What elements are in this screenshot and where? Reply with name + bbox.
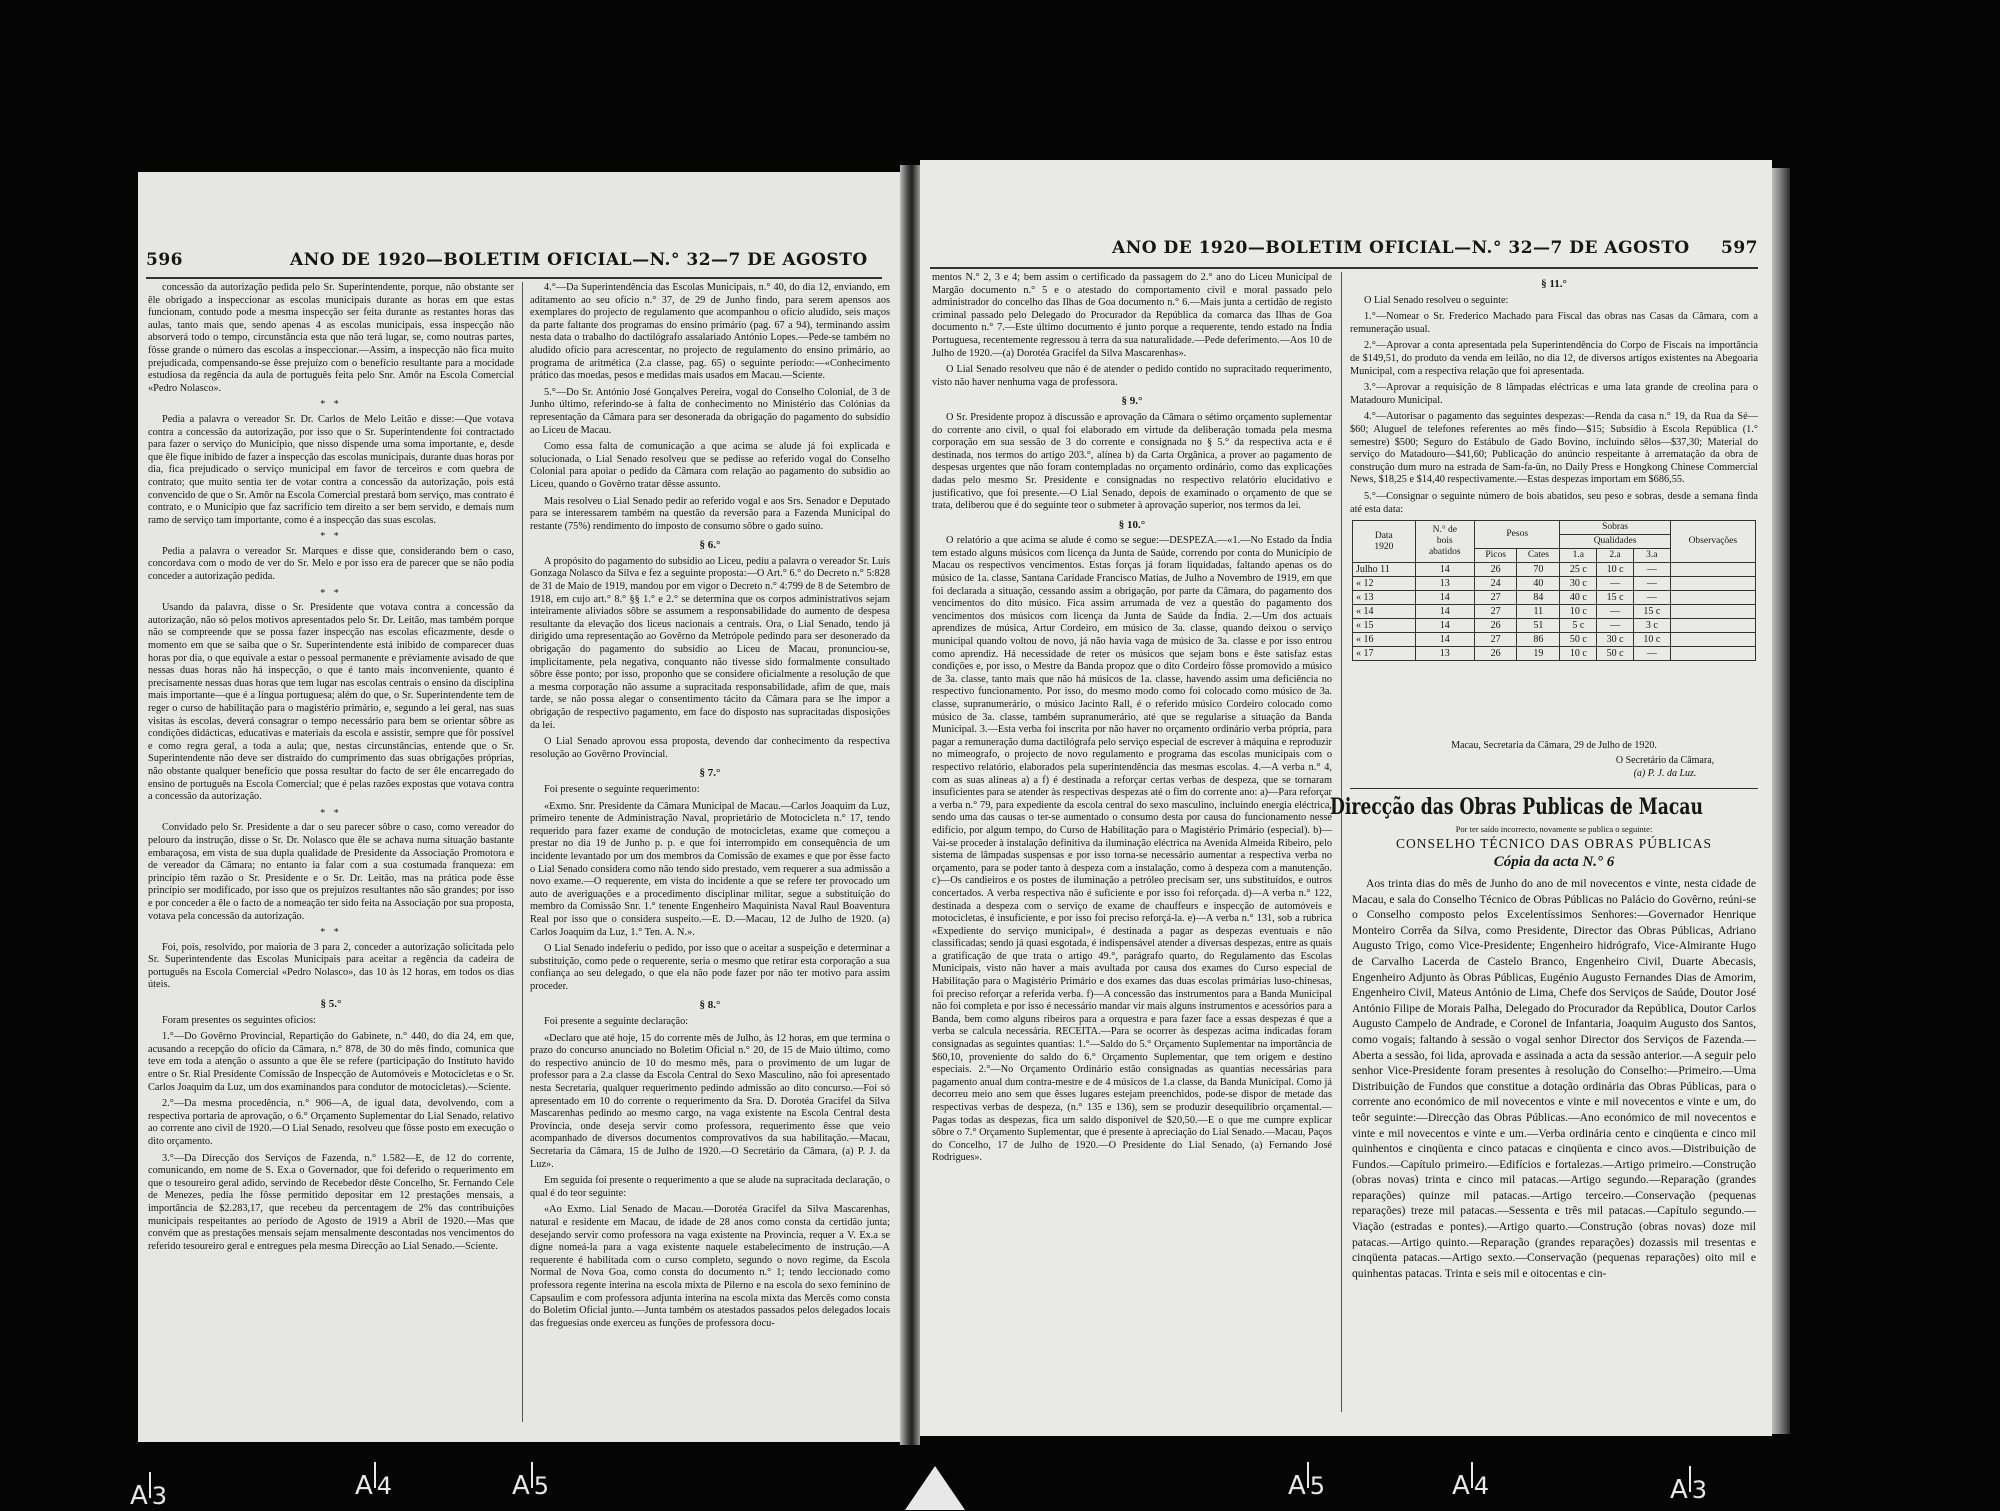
- left-header-rule: [146, 277, 882, 279]
- table-cell: 26: [1474, 563, 1516, 577]
- slaughter-table: [1352, 520, 1756, 661]
- paragraph: Mais resolveu o Lial Senado pedir ao referido vogal e aos Srs. Senador e Deputado para se interessarem também na questão da reversão para a Fazenda Municipal do restante (75%) rendimento do imposto de consumo sôbre o gado suíno.: [530, 495, 890, 532]
- table-cell: —: [1597, 577, 1634, 591]
- film-mark-a5-left: A 5: [512, 1468, 549, 1501]
- table-cell: 27: [1474, 605, 1516, 619]
- section-number: § 6.°: [699, 539, 721, 552]
- table-cell: 15 c: [1633, 605, 1670, 619]
- col-header-q2: 2.a: [1597, 549, 1634, 563]
- table-cell: 26: [1474, 647, 1516, 661]
- table-cell: 26: [1474, 619, 1516, 633]
- table-cell-obs: [1670, 577, 1755, 591]
- table-cell-obs: [1670, 647, 1755, 661]
- right-column-1: [932, 272, 1332, 1422]
- paragraph: mentos N.° 2, 3 e 4; bem assim o certificado da passagem do 2.° ano do Liceu Municipal de Margão documento n.° 5 e o atestado do comportamento civil e moral passado pelo administrador do concelho das Ilhas de Goa documento n.° 6.—Mais junta a certidão de registo criminal passado pelo Delegado do Procurador da República da comarca das Ilhas de Goa documento n.° 7.—Este último documento é junto porque a requerente, tendo estado na Índia Portuguesa, recentemente regressou à terra da sua naturalidade.—Pede deferimento.—Aos 10 de Julho de 1920.—(a) Dorotéa Gracifel da Silva Mascarenhas».: [932, 272, 1332, 359]
- left-page-number: 596: [146, 250, 183, 270]
- left-column-1: [148, 282, 514, 1430]
- film-mark-a3-right: A 3: [1670, 1472, 1707, 1505]
- acta-body: [1352, 876, 1756, 1424]
- table-cell: 40: [1517, 577, 1560, 591]
- paragraph: 5.°—Consignar o seguinte número de bois abatidos, seu peso e sobras, desde a semana finda até esta data:: [1350, 490, 1758, 515]
- table-cell: 30 c: [1597, 633, 1634, 647]
- table-cell: 25 c: [1560, 563, 1597, 577]
- film-notch-icon: [905, 1462, 965, 1510]
- left-running-head: [138, 250, 900, 280]
- section-number: § 5.°: [320, 998, 342, 1011]
- paragraph: Foi, pois, resolvido, por maioria de 3 para 2, conceder a autorização solicitada pelo Sr. Superintendente das Escolas Municipais para aceitar a regência da cadeira de português na Escola Comercial «Pedro Nolasco», das 10 às 12 horas, em todos os dias úteis.: [148, 941, 514, 991]
- table-cell: 50 c: [1560, 633, 1597, 647]
- paragraph: 1.°—Do Govêrno Provincial, Repartição do Gabinete, n.° 440, do dia 24, em que, acusando a recepção do ofício da Câmara, n.° 878, de 30 do mês findo, comunica que teve em toda a atenção o assunto a que êle se refere (participação do Instituto havido entre o Sr. Rial Presidente Comissão de Inspecção de Automóveis e Motocicletas e o Sr. Carlos Joaquim da Luz, um dos examinandos para condutor de motocicletas).—Sciente.: [148, 1031, 514, 1093]
- paragraph: «Declaro que até hoje, 15 do corrente mês de Julho, às 12 horas, em que termina o prazo do concurso anunciado no Boletim Oficial n.° 20, de 15 de Maio último, como do respectivo anúncio de 10 do mesmo mês, para o provimento de um lugar de professor para a 2.a classe da Escola Central do Sexo Masculino, não foi apresentado nesta Secretaria, qualquer requerimento pedindo admissão ao dito concurso.—Foi só apresentado em 10 do corrente o requerimento da Sra. D. Dorotéa Gracifel da Silva Mascarenhas pedindo ao mesmo cargo, na vaga existente na Escola Central desta Província, onde deseja servir como professora, requerimento êsse que veio acompanhado de diversos documentos comprovativos da sua habilitação.—Macau, Secretaria da Câmara, 15 de Julho de 1920.—O Secretário da Câmara, (a) P. J. da Luz».: [530, 1032, 890, 1170]
- film-mark-a4-left: A 4: [355, 1468, 392, 1501]
- table-cell: —: [1633, 563, 1670, 577]
- table-row: [1353, 605, 1756, 619]
- paragraph: Pedia a palavra o vereador Sr. Marques e disse que, considerando bem o caso, concordava com o modo de ver do Sr. Melo e por isso era de parecer que se não podia conceder a autorização pedida.: [148, 545, 514, 583]
- table-cell: « 15: [1353, 619, 1416, 633]
- col-header-sobras: Sobras: [1560, 521, 1670, 535]
- film-mark-a4-right: A 4: [1452, 1468, 1489, 1501]
- section-title: Direcção das Obras Publicas de Macau: [1330, 794, 1703, 820]
- separator-stars: * *: [320, 531, 342, 543]
- table-cell: 14: [1415, 619, 1474, 633]
- paragraph: Foi presente a seguinte declaração:: [544, 1016, 689, 1028]
- table-footer: Macau, Secretaria da Câmara, 29 de Julho de 1920.: [1451, 740, 1657, 751]
- paragraph: O relatório a que acima se alude é como se segue:—DESPEZA.—«1.—No Estado da Índia tem estado alguns músicos com licença da Junta de Saúde, correndo por conta do Município de Macau os respectivos vencimentos. Estas forças já foram liquidadas, faltando apenas os do músico de 1a. classe, Santana Caridade Francisco Matias, de Julho a Novembro de 1919, em que foi declarada a situação, cessando assim a obrigação, por parte da Câmara, do pagamento dos vencimentos do dito músico. Fica assim arrumada de vez a questão do pagamento dos vencimentos dos músicos com licença da Junta de Saúde da Índia. 2.—Um dos actuais aprendizes de música, Artur Cordeiro, em músico de 3a. classe, quando deixou o serviço municipal quando voltou de novo, já não havia vaga de músico de 3a. classe e por isso entrou como aprendiz. Há necessidade de reter os músicos que sejam bons e êste satisfaz estas condições e, por isso, o Mestre da Banda propoz que o dito Cordeiro fôsse promovido a músico de 3a. classe, tanto mais que não há músicos de 1a. classe, havendo assim uma deficiência no respectivo funcionamento. Por isso, do mesmo modo como foi colocado como músico de 3a. classe, supranumerário, o músico Jacinto Rall, é o referido músico Cordeiro colocado como músico de 3a. classe, também supranumerário, até que se regularise a situação da Banda Municipal. 3.—Esta verba foi inscrita por não haver no orçamento ordinário verba própria, para pagar a remuneração duma dactilógrafa pelo serviço especial de escrever à máquina e reproduzir no mimeografo, o projecto de novo regulamento e programa das escolas municipais com o respectivo relatório, elaborados pela superintendência das mesmas escolas. 4.—A verba n.° 4, com as suas alíneas a) a f) é destinada a reforçar certas verbas de despeza, que se tornaram insuficientes para se atender às respectivas despezas até o fim do corrente ano: a)—Para reforçar a verba n.° 79, para expediente da escola central do sexo masculino, incluindo energia eléctrica, sendo uma das causas o ter-se aumentado o consumo desta por causa do funcionamento nesse edifício, por algum tempo, do Curso de Habilitação para o Magistério Primário (especial). b)—Vai-se proceder à instalação definitiva da iluminação eléctrica na Avenida Almeida Ribeiro, pelo sistema de lâmpadas suspensas e por isso torna-se necessário aumentar a respectiva verba no orçamento, para se poder tanto à despeza com a instalação, como à despeza com a manutenção. c)—Os candieiros e os postes de iluminação a petróleo precisam ser, uns substituídos, e outros concertados. A verba respectiva não é suficiente e por isso foi reforçada. d)—A verba n.° 122, destinada a despeza com o serviço de exame de chauffeurs e inspecção de automóveis e motocicletas, é insuficiente, e por isso foi preciso reforçá-la. e)—A verba n.° 131, sob a rubrica «Expediente do serviço municipal», é destinada a pagar as despezas eventuais e não classificadas; sendo já quasi esgotada, é indispensável atender a diversas despezas, entre as quais a gratificação de que trata o artigo 49.°, parágrafo quarto, do Regulamento das Escolas Municipais, visto não haver a mais avultada por causa dos exames do Curso especial de Habilitação para o Magistério Primário e dos exames das duas escolas primárias luso-chinesas, foi preciso reforçar a referida verba. f)—A concessão das instrumentos para a Banda Municipal não foi completa e por isso é necessário mandar vir mais alguns instrumentos e acessórios para a Banda, bem como alguns ribeiros para a orquestra e para fazer face a essas despezas é que a verba se calcula necessária. RECEITA.—Para se ocorrer às despezas acima indicadas foram consignadas as seguintes quantias: 1.°—Saldo do 5.° Orçamento Suplementar na importância de $60,10, proveniente do saldo do 6.° Orçamento Suplementar, que tem origem e destino especiais. 2.°—No Orçamento Ordinário estão consignadas as quantias necessárias para pagamento anual dum contra-mestre e de 4 músicos de 1.a classe, da Banda Municipal. Como já decorreu meio ano sem que êsses lugares estejam preenchidos, pode-se dispor de metade das respectivas verbas de despeza, (n.° 135 e 136), sem se produzir desequilíbrio orçamental.—Pagas todas as despezas, fica um saldo disponível de $20,50.—E o que me cumpre explicar sôbre o 7.° Orçamento Suplementar, que é presente à apreciação do Lial Senado.—Macau, Paços do Concelho, 17 de Julho de 1920.—O Presidente do Lial Senado, (a) Fernando José Rodrigues».: [932, 535, 1332, 1164]
- table-cell-obs: [1670, 619, 1755, 633]
- table-row: [1353, 647, 1756, 661]
- table-cell-obs: [1670, 591, 1755, 605]
- acta-paragraph: Aos trinta dias do mês de Junho do ano de mil novecentos e vinte, nesta cidade de Macau, e sala do Conselho Técnico de Obras Públicas no Palácio do Govêrno, reúni-se o Conselho composto pelos Excelentíssimos Senhores:—Governador Henrique Monteiro Corrêa da Silva, como Presidente, Director das Obras Públicas, Adriano Augusto Trigo, como Vice-Presidente; Engenheiro hidrógrafo, Vice-Almirante Hugo de Carvalho Lacerda de Castelo Branco, Engenheiro Civil, Duarte Abecasis, Engenheiro Adjunto às Obras Públicas, Eugénio Augusto Fernandes Dias de Amorim, Engenheiro Civil, Mateus António de Lima, Chefe dos Serviços de Saúde, Doutor José António Filipe de Morais Palha, Delegado do Procurador da República, Doutor Carlos Augusto Campelo de Andrade, e Coronel de Infantaria, Joaquim Augusto dos Santos, como vogais; faltando à sessão o vogal senhor Director dos Serviços de Fazenda.—Aberta a sessão, foi lida, aprovada e assinada a acta da sessão anterior.—A seguir pelo senhor Vice-Presidente foram presentes à resolução do Conselho:—Primeiro.—Uma Distribuição de Fundos que constitue a dotação ordinária das Obras Públicas, para o corrente ano económico de mil novecentos e vinte e mil novecentos e vinte e um, do teôr seguinte:—Direcção das Obras Públicas.—Ano económico de mil novecentos e vinte e mil novecentos e vinte e um.—Verba ordinária cento e cinqüenta e cinco mil quinhentos e cinqüenta e cinco patacas e cinqüenta e cinco avos.—Distribuição de Fundos.—Capítulo primeiro.—Edifícios e fortalezas.—Artigo primeiro.—Construção (obras novas) trinta e cinco mil patacas.—Artigo segundo.—Reparação (grandes reparações) quinze mil patacas.—Artigo terceiro.—Conservação (pequenas reparações) treze mil patacas.—Sessenta e três mil patacas.—Capítulo segundo.—Viação (estradas e pontes).—Artigo quarto.—Construção (obras novas) doze mil patacas.—Artigo quinto.—Reparação (grandes reparações) dozassis mil tresentas e cinqüenta patacas.—Artigo sexto.—Conservação (pequenas reparações) oito mil e quinhentas patacas. Trinta e seis mil e oitocentas e cin-: [1352, 877, 1756, 1280]
- table-cell: 27: [1474, 591, 1516, 605]
- paragraph: O Lial Senado resolveu que não é de atender o pedido contido no supracitado requerimento, visto não haver nenhuma vaga de professora.: [932, 364, 1332, 388]
- table-cell: 11: [1517, 605, 1560, 619]
- left-column-divider: [522, 282, 523, 1422]
- right-page: [920, 160, 1772, 1436]
- separator-stars: * *: [320, 807, 342, 819]
- table-row: [1353, 577, 1756, 591]
- paragraph: 3.°—Aprovar a requisição de 8 lâmpadas eléctricas e uma lata grande de creolina para o Matadouro Municipal.: [1350, 382, 1758, 406]
- table-row: [1353, 591, 1756, 605]
- col-header-date: Data 1920: [1353, 521, 1416, 563]
- col-header-q3: 3.a: [1633, 549, 1670, 563]
- right-column-2-top: [1350, 272, 1758, 516]
- table-row: [1353, 619, 1756, 633]
- separator-stars: * *: [320, 587, 342, 599]
- table-cell: 51: [1517, 619, 1560, 633]
- conselho-heading: CONSELHO TÉCNICO DAS OBRAS PÚBLICAS: [1395, 836, 1713, 851]
- table-cell: « 12: [1353, 577, 1416, 591]
- section-number: § 9.°: [1121, 395, 1143, 408]
- table-cell: 14: [1415, 591, 1474, 605]
- right-page-title: ANO DE 1920—BOLETIM OFICIAL—N.° 32—7 DE AGOSTO: [1112, 238, 1690, 258]
- page-edge: [1772, 168, 1790, 1434]
- paragraph: O Sr. Presidente propoz à discussão e aprovação da Câmara o sétimo orçamento suplementar do corrente ano civil, o qual foi elaborado em virtude da deliberação tomada pela mesma corporação em sua sessão de 3 do corrente e consignada no § 5.° da respectiva acta e é destinada, nos termos do artigo 203.°, alínea b) da Carta Orgânica, a prover ao pagamento de despesas urgentes que não foram contempladas no orçamento ordinário, como das explicações dadas pelo mesmo Sr. Presidente e consignadas no respectivo relatório elucidativo e justificativo, que foi presente.—O Lial Senado, depois de examinado o orçamento de que se trata, deliberou que é do seguinte teor o submeter à aprovação superior, nos termos da lei.: [932, 411, 1332, 512]
- table-cell: 13: [1415, 577, 1474, 591]
- paragraph: Usando da palavra, disse o Sr. Presidente que votava contra a concessão da autorização, não só pelos motivos apresentados pelo Sr. Dr. Leitão, mas também porque não se compreende que se possa fazer inspecção nas escolas eficazmente, desde o momento em que se saiba que o Sr. Superintendente está inibido de comparecer duas horas por dia, o que equivale a estar o pessoal permanente e prèviamente avisado de que nessas duas horas não há inspecção, o que é tanto mais inconveniente, quanto é precisamente nessas duas horas que tem lugar nas escolas centrais o ensino da disciplina mais importante—que é a língua portuguesa; além do que, o Sr. Superintendente tem de reger o curso de habilitação para o magistério primário, e, segundo a lei geral, nas suas visitas às escolas, deverá consagrar o tempo necessário para bem se orientar sôbre as condições didácticas, educativas e materiais da escola e assistir, sempre que fôr possível e como regra geral, a toda a aula; que, nestas circunstâncias, entende que o Sr. Superintendente não deve ser distraído do cumprimento das suas obrigações próprias, não obstante qualquer benefício que possa resultar do facto de ser êle encarregado do ensino de português na Escola Comercial; que é pelas razões expostas que votava contra a concessão da autorização.: [148, 602, 514, 803]
- col-header-qualidades: Qualidades: [1560, 535, 1670, 549]
- table-cell: 5 c: [1560, 619, 1597, 633]
- right-running-head: [920, 238, 1772, 268]
- table-cell: 14: [1415, 633, 1474, 647]
- table-cell: 27: [1474, 633, 1516, 647]
- table-cell: 50 c: [1597, 647, 1634, 661]
- table-cell: —: [1633, 591, 1670, 605]
- col-header-pesos: Pesos: [1474, 521, 1559, 549]
- table-cell-obs: [1670, 563, 1755, 577]
- table-cell: 86: [1517, 633, 1560, 647]
- section-number: § 8.°: [699, 999, 721, 1012]
- acta-heading: Cópia da acta N.° 6: [1493, 854, 1615, 870]
- table-cell: « 17: [1353, 647, 1416, 661]
- table-cell: 10 c: [1633, 633, 1670, 647]
- paragraph: Convidado pelo Sr. Presidente a dar o seu parecer sôbre o caso, como vereador do pelouro da instrução, disse o Sr. Dr. Nolasco que êle se achava numa situação bastante embaraçosa, em vista de sua dupla qualidade de Presidente da Associação Promotora e de vereador da Câmara; no entanto ia falar com a sua costumada franqueza: em princípio têm razão o Sr. Presidente e o Sr. Dr. Leitão, mas na prática pode êsse princípio ser modificado, por isso que os prejuízos resultantes não são grandes; por isso e por conceder a êle o facto de a nomeação ter sido feita na Associação por sua proposta, votava pela concessão da autorização.: [148, 822, 514, 922]
- paragraph: 4.°—Da Superintendência das Escolas Municipais, n.° 40, do dia 12, enviando, em aditamento ao seu ofício n.° 37, de 29 de Junho findo, para serem apensos aos exemplares do projecto de regulamento que acompanhou o ofício aludido, seis maços da parte faltante dos programas do ensino primário (pag. 67 a 94), terminando assim nesta data o trabalho do dactilógrafo assalariado António Lopes.—Pede-se também no aludido ofício para acrescentar, no projecto de regulamento do ensino primário, ao programa de aritmética (2.a classe, pag. 65) o seguinte período:—«Conhecimento prático das moedas, pesos e medidas mais usados em Macau.—Sciente.: [530, 282, 890, 382]
- paragraph: A propósito do pagamento do subsídio ao Liceu, pediu a palavra o vereador Sr. Luís Gonzaga Nolasco da Silva e fez a seguinte proposta:—O Art.° 6.° do Decreto n.° 5:828 de 31 de Maio de 1919, mandou por em vigor o Decreto n.° 4:799 de 8 de Setembro de 1918, em cujo art.° 8.° §§ 1.° e 2.° se determina que os corpos administrativos sejam inteiramente aliviados sôbre se assumem a responsabilidade do aumento de despesa resultante da elevação dos liceus nacionais a centrais. Ora, o Lial Senado, tendo já dirigido uma representação ao Govêrno da Metrópole pedindo para ser desonerado da obrigação do pagamento do subsídio ao Liceu de Macau, pronunciou-se, implìcitamente, pela negativa, conquanto não tivesse sido formalmente consultado sôbre êsse ponto; por isso, proponho que se considere oficialmente a resolução de que a mesma corporação não assume a supracitada responsabilidade, afim de que, mais tarde, se não possa alegar o consentimento tácito da Câmara para se lhe impor a obrigação de respectivo pagamento, em face do disposto nas supracitadas disposições da lei.: [530, 555, 890, 731]
- section-number: § 10.°: [1118, 518, 1146, 531]
- signature-name: (a) P. J. da Luz.: [1633, 768, 1697, 779]
- right-header-rule: [930, 267, 1758, 269]
- col-header-q1: 1.a: [1560, 549, 1597, 563]
- table-cell: 3 c: [1633, 619, 1670, 633]
- section-number: § 7.°: [699, 767, 721, 780]
- film-mark-a3-left: A 3: [130, 1478, 167, 1511]
- paragraph: Foram presentes os seguintes ofícios:: [162, 1014, 316, 1026]
- paragraph: Como essa falta de comunicação a que acima se alude já foi explicada e solucionada, o Lial Senado resolveu que se pedisse ao referido vogal do Conselho Colonial para apoiar o pedido da Câmara com relação ao pagamento do subsídio ao Liceu, quando o Govêrno tratar dêsse assunto.: [530, 441, 890, 490]
- table-cell: « 14: [1353, 605, 1416, 619]
- table-cell: 30 c: [1560, 577, 1597, 591]
- separator-stars: * *: [320, 927, 342, 939]
- left-page-title: ANO DE 1920—BOLETIM OFICIAL—N.° 32—7 DE AGOSTO: [290, 250, 868, 270]
- paragraph: O Lial Senado aprovou essa proposta, devendo dar conhecimento da respectiva resolução ao Govêrno Provincial.: [530, 736, 890, 760]
- paragraph: 3.°—Da Direcção dos Serviços de Fazenda, n.° 1.582—E, de 12 do corrente, comunicando, em nome de S. Ex.a o Governador, que foi deferido o requerimento em que o tesoureiro geral adido, servindo de Recebedor dêste Concelho, Sr. Fernando Cele de Menezes, pedia lhe fôsse permitido depositar em 12 prestações mensais, a importância de $2.283,17, que recebeu da percentagem de 2% das contribuições municipais respeitantes ao período de Agosto de 1919 a Abril de 1920.—Mas que convém que as prestações mensais sejam mensalmente descontadas nos vencimentos do referido tesoureiro geral e entregues pela mesma Direcção ao Lial Senado.—Sciente.: [148, 1152, 514, 1252]
- paragraph: concessão da autorização pedida pelo Sr. Superintendente, porque, não obstante ser êle obrigado a inspeccionar as escolas municipais durante as horas em que estas funcionam, contudo pode a mesma inspecção ser feita durante as restantes horas das aulas, tanto mais que, sendo apenas 4 as escolas municipais, essa inspecção não absorverá todo o tempo, circunstância esta que não terá lugar, se, como noutras partes, fôsse grande o número das escolas a inspeccionar.—Assim, a inspecção não fica muito prejudicada, compensando-se êsse prejuízo com o benefício resultante para a mocidade estudiosa da regência da aula de português feita pelo Snr. Amôr na Escola Comercial «Pedro Nolasco».: [148, 282, 514, 394]
- left-page: [138, 172, 900, 1442]
- col-header-obs: Observações: [1670, 521, 1755, 563]
- table-cell: 70: [1517, 563, 1560, 577]
- table-cell: 24: [1474, 577, 1516, 591]
- table-row: [1353, 563, 1756, 577]
- table-cell: —: [1597, 605, 1634, 619]
- paragraph: 1.°—Nomear o Sr. Frederico Machado para Fiscal das obras nas Casas da Câmara, com a remuneração usual.: [1350, 311, 1758, 335]
- right-page-number: 597: [1721, 238, 1758, 258]
- paragraph: «Exmo. Snr. Presidente da Câmara Municipal de Macau.—Carlos Joaquim da Luz, primeiro tenente de Administração Naval, proprietário de Motocicleta n.° 17, tendo requerido para fazer exame de condução de motocicletas, exame que começou a prestar no dia 19 de Junho p. p. e que foi interrompido em consequência de um incidente levantado por um dos membros da Comissão de exames e que por êsse facto o Lial Senado considera como não tendo sido prestado, vem requerer a sua admissão a novo exame.—O requerente, em vista do incidente a que se refere ter provocado um auto de averiguações e a procedimento disciplinar militar, segue a substituição do membro da Comissão Snr. 1.° tenente Engenheiro Maquinista Naval Raul Boaventura Real por isso que o considera suspeito.—E. D.—Macau, 12 de Julho de 1920. (a) Carlos Joaquim da Luz, 1.° Ten. A. N.».: [530, 800, 890, 938]
- col-header-picos: Picos: [1474, 549, 1516, 563]
- table-cell: 14: [1415, 563, 1474, 577]
- paragraph: 2.°—Aprovar a conta apresentada pela Superintendência do Corpo de Fiscais na importância de $149,51, do produto da venda em leilão, no dia 12, de diversos artigos existentes na Abegoaria Municipal, com a respectiva relação que foi apresentada.: [1350, 340, 1758, 377]
- table-cell-obs: [1670, 605, 1755, 619]
- left-column-2: [530, 282, 890, 1430]
- signature-title: O Secretário da Câmara,: [1615, 755, 1715, 766]
- separator-stars: * *: [320, 399, 342, 411]
- paragraph: «Ao Exmo. Lial Senado de Macau.—Dorotéa Gracifel da Silva Mascarenhas, natural e residente em Macau, de idade de 28 anos como consta da certidão junta; desejando servir como professora na vaga existente na Provincia, requer a V. Ex.a se digne nomeá-la para a vaga existente naquele estabelecimento de instrução.—A requerente é habilitada com o curso completo, segundo o novo regime, da Escola Normal de Nova Goa, como consta do documento n.° 1; tendo leccionado como professora regente interina na escola mixta de Pilerno e na escola do sexo feminino de Capsaulim e com professora adjunta interina na escola mixta das Mercês como consta do Boletim Oficial junto.—Junta também os atestados passados pelos delegados locais das freguesias onde exerceu as funções de professora docu-: [530, 1204, 890, 1329]
- table-cell: —: [1597, 619, 1634, 633]
- table-cell: 40 c: [1560, 591, 1597, 605]
- paragraph: Em seguida foi presente o requerimento a que se alude na supracitada declaração, o qual é do teor seguinte:: [530, 1175, 890, 1199]
- paragraph: 4.°—Autorisar o pagamento das seguintes despezas:—Renda da casa n.° 19, da Rua da Sé—$60; Aluguel de telefones referentes ao mês findo—$15; Subsídio à Escola República (1.° semestre) $500; Seguro do Estábulo de Gado Bovino, incluindo sêlos—$37,30; Material do serviço do Matadouro—$41,60; Publicação do anúncio respeitante à arrematação da obra de construção dum muro na estrada de Sam-fa-ün, no Daily Press e Hongkong Chinese Commercial News, $18,25 e $14,40 respectivamente.—Estas despezas importam em $686,55.: [1350, 411, 1758, 486]
- paragraph: O Lial Senado resolveu o seguinte:: [1364, 294, 1509, 306]
- section-subtitle: Por ter saído incorrecto, novamente se publica o seguinte:: [1455, 824, 1653, 834]
- paragraph: O Lial Senado indeferiu o pedido, por isso que o aceitar a suspeição e determinar a substituição, como pede o requerente, seria o mesmo que retirar esta corporação a sua confiança ao seu delegado, o que ela não pode fazer por não ter motivo para assim proceder.: [530, 943, 890, 992]
- col-header-bois: N.° de bois abatidos: [1415, 521, 1474, 563]
- book-gutter: [900, 165, 920, 1445]
- right-column-divider: [1341, 272, 1342, 1412]
- table-cell: 84: [1517, 591, 1560, 605]
- table-cell: 10 c: [1597, 563, 1634, 577]
- table-row: [1353, 633, 1756, 647]
- table-cell-obs: [1670, 633, 1755, 647]
- section-rule: [1350, 788, 1758, 789]
- col-header-cates: Cates: [1517, 549, 1560, 563]
- paragraph: 2.°—Da mesma procedência, n.° 906—A, de igual data, devolvendo, com a respectiva portaria de aprovação, o 6.° Orçamento Suplementar do Lial Senado, relativo ao corrente ano civil de 1920.—O Lial Senado, resolveu que fôsse posto em execução o dito orçamento.: [148, 1098, 514, 1147]
- table-cell: —: [1633, 647, 1670, 661]
- table-cell: 10 c: [1560, 647, 1597, 661]
- table-cell: 13: [1415, 647, 1474, 661]
- table-cell: 10 c: [1560, 605, 1597, 619]
- table-cell: Julho 11: [1353, 563, 1416, 577]
- section-number: § 11.°: [1541, 278, 1567, 290]
- table-cell: « 16: [1353, 633, 1416, 647]
- paragraph: Pedia a palavra o vereador Sr. Dr. Carlos de Melo Leitão e disse:—Que votava contra a concessão da autorização, por isso que o Sr. Superintendente foi contractado para fazer o serviço do Município, que nisso dispende uma soma importante, e, desde que êle fique inibido de fazer a inspecção das escolas municipais, durante duas horas por dia, fica prejudicado o serviço municipal em favor de terceiros e com quebra de contrato; que muito sentia ter de votar contra a concessão da autorização, pois está convencido de que o Sr. Amôr na Escola Comercial prestará bom serviço, mas contrato é contrato, e o Município que faz sacrifício tem direito a ser bem servido, e demais num ramo de serviço tam importante, como é a inspecção das suas escolas.: [148, 413, 514, 526]
- table-cell: 14: [1415, 605, 1474, 619]
- paragraph: Foi presente o seguinte requerimento:: [544, 783, 700, 795]
- table-cell: « 13: [1353, 591, 1416, 605]
- table-cell: 19: [1517, 647, 1560, 661]
- table-cell: —: [1633, 577, 1670, 591]
- film-mark-a5-right: A 5: [1288, 1468, 1325, 1501]
- table-cell: 15 c: [1597, 591, 1634, 605]
- paragraph: 5.°—Do Sr. António José Gonçalves Pereira, vogal do Conselho Colonial, de 3 de Junho último, referindo-se à falta de conhecimento no Ministério das Colónias da representação da Câmara para ser desonerada da obrigação do pagamento do subsídio ao Liceu de Macau.: [530, 386, 890, 436]
